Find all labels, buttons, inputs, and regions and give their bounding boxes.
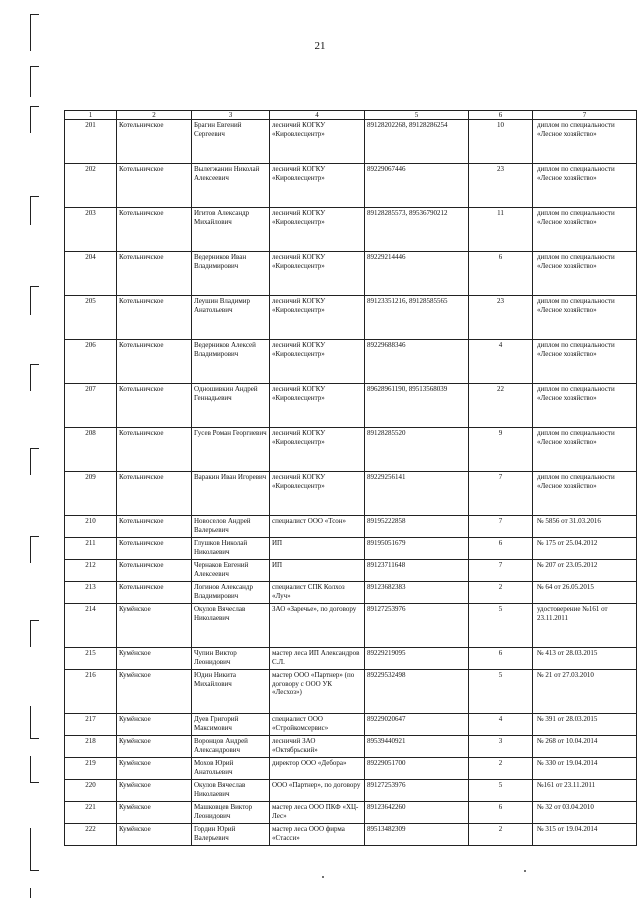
name-cell: Глушков Николай Николаевич <box>192 538 270 560</box>
phone-cell: 89195222858 <box>365 516 469 538</box>
position-cell: директор ООО «Дебора» <box>270 758 365 780</box>
phone-cell: 89229688346 <box>365 340 469 384</box>
name-cell: Воронцов Андрей Александрович <box>192 736 270 758</box>
row-number: 203 <box>65 208 117 252</box>
position-cell: лесничий КОГКУ «Кировлесцентр» <box>270 120 365 164</box>
experience-cell: 3 <box>469 736 533 758</box>
table-row <box>65 428 637 472</box>
position-cell: лесничий КОГКУ «Кировлесцентр» <box>270 252 365 296</box>
district-cell: Котельничское <box>117 340 192 384</box>
experience-cell: 9 <box>469 428 533 472</box>
qualification-cell: удостоверение №161 от 23.11.2011 <box>533 604 637 648</box>
district-cell: Кумёнское <box>117 648 192 670</box>
district-cell: Кумёнское <box>117 780 192 802</box>
qualification-cell: № 391 от 28.03.2015 <box>533 714 637 736</box>
phone-cell: 89128285573, 89536790212 <box>365 208 469 252</box>
qualification-cell: № 21 от 27.03.2010 <box>533 670 637 714</box>
district-cell: Котельничское <box>117 164 192 208</box>
qualification-cell: диплом по специальности «Лесное хозяйство» <box>533 384 637 428</box>
qualification-cell: № 413 от 28.03.2015 <box>533 648 637 670</box>
phone-cell: 89539440921 <box>365 736 469 758</box>
name-cell: Новоселов Андрей Валерьевич <box>192 516 270 538</box>
name-cell: Логинов Александр Владимирович <box>192 582 270 604</box>
table-row <box>65 516 637 538</box>
row-number: 213 <box>65 582 117 604</box>
binder-mark <box>30 888 39 898</box>
qualification-cell: № 175 от 25.04.2012 <box>533 538 637 560</box>
district-cell: Кумёнское <box>117 758 192 780</box>
experience-cell: 6 <box>469 648 533 670</box>
table-row <box>65 120 637 164</box>
binder-mark <box>30 620 39 647</box>
table-row <box>65 824 637 846</box>
name-cell: Гордин Юрий Валерьевич <box>192 824 270 846</box>
row-number: 204 <box>65 252 117 296</box>
table-row <box>65 472 637 516</box>
experience-cell: 5 <box>469 670 533 714</box>
row-number: 207 <box>65 384 117 428</box>
table-row <box>65 604 637 648</box>
experience-cell: 4 <box>469 714 533 736</box>
binder-mark <box>30 364 39 391</box>
phone-cell: 89123351216, 89128585565 <box>365 296 469 340</box>
qualification-cell: диплом по специальности «Лесное хозяйство» <box>533 120 637 164</box>
district-cell: Котельничское <box>117 296 192 340</box>
table-row <box>65 714 637 736</box>
phone-cell: 89628961190, 89513568039 <box>365 384 469 428</box>
qualification-cell: № 268 от 10.04.2014 <box>533 736 637 758</box>
col-header: 3 <box>192 111 270 120</box>
experience-cell: 11 <box>469 208 533 252</box>
experience-cell: 5 <box>469 780 533 802</box>
district-cell: Кумёнское <box>117 802 192 824</box>
phone-cell: 89229256141 <box>365 472 469 516</box>
experience-cell: 7 <box>469 560 533 582</box>
qualification-cell: диплом по специальности «Лесное хозяйство» <box>533 164 637 208</box>
experience-cell: 2 <box>469 582 533 604</box>
staff-table <box>64 110 637 846</box>
qualification-cell: диплом по специальности «Лесное хозяйство» <box>533 296 637 340</box>
position-cell: мастер леса ООО ПКФ «ХЦ-Лес» <box>270 802 365 824</box>
row-number: 211 <box>65 538 117 560</box>
district-cell: Кумёнское <box>117 824 192 846</box>
row-number: 218 <box>65 736 117 758</box>
district-cell: Котельничское <box>117 428 192 472</box>
position-cell: мастер леса ИП Александров С.Л. <box>270 648 365 670</box>
qualification-cell: диплом по специальности «Лесное хозяйство» <box>533 252 637 296</box>
table-row <box>65 208 637 252</box>
phone-cell: 89229051700 <box>365 758 469 780</box>
phone-cell: 89123682383 <box>365 582 469 604</box>
name-cell: Брагин Евгений Сергеевич <box>192 120 270 164</box>
experience-cell: 5 <box>469 604 533 648</box>
phone-cell: 89229020647 <box>365 714 469 736</box>
scan-speck <box>524 870 526 872</box>
table-row <box>65 384 637 428</box>
binder-mark <box>30 196 39 225</box>
position-cell: ИП <box>270 560 365 582</box>
position-cell: ЗАО «Заречье», по договору <box>270 604 365 648</box>
table-row <box>65 340 637 384</box>
district-cell: Кумёнское <box>117 604 192 648</box>
col-header: 7 <box>533 111 637 120</box>
position-cell: ООО «Партнер», по договору <box>270 780 365 802</box>
phone-cell: 89513482309 <box>365 824 469 846</box>
qualification-cell: диплом по специальности «Лесное хозяйство» <box>533 472 637 516</box>
binder-mark <box>30 66 39 97</box>
binder-mark <box>30 286 39 315</box>
position-cell: ИП <box>270 538 365 560</box>
phone-cell: 89195051679 <box>365 538 469 560</box>
name-cell: Чупин Виктор Леонидович <box>192 648 270 670</box>
binder-mark <box>30 828 39 871</box>
row-number: 222 <box>65 824 117 846</box>
experience-cell: 10 <box>469 120 533 164</box>
position-cell: лесничий КОГКУ «Кировлесцентр» <box>270 428 365 472</box>
district-cell: Кумёнское <box>117 736 192 758</box>
district-cell: Кумёнское <box>117 670 192 714</box>
experience-cell: 6 <box>469 538 533 560</box>
phone-cell: 89229219095 <box>365 648 469 670</box>
row-number: 219 <box>65 758 117 780</box>
name-cell: Мохов Юрий Анатольевич <box>192 758 270 780</box>
table-row <box>65 560 637 582</box>
row-number: 216 <box>65 670 117 714</box>
table-row <box>65 758 637 780</box>
name-cell: Дуев Григорий Максимович <box>192 714 270 736</box>
table-row <box>65 164 637 208</box>
name-cell: Чернаков Евгений Алексеевич <box>192 560 270 582</box>
col-header: 5 <box>365 111 469 120</box>
table-row <box>65 296 637 340</box>
qualification-cell: № 315 от 19.04.2014 <box>533 824 637 846</box>
row-number: 212 <box>65 560 117 582</box>
table-row <box>65 802 637 824</box>
position-cell: лесничий КОГКУ «Кировлесцентр» <box>270 472 365 516</box>
row-number: 210 <box>65 516 117 538</box>
district-cell: Котельничское <box>117 208 192 252</box>
scan-speck <box>322 876 324 878</box>
qualification-cell: № 32 от 03.04.2010 <box>533 802 637 824</box>
row-number: 215 <box>65 648 117 670</box>
table-row <box>65 736 637 758</box>
name-cell: Гусев Роман Георгиевич <box>192 428 270 472</box>
row-number: 208 <box>65 428 117 472</box>
name-cell: Ведерников Иван Владимирович <box>192 252 270 296</box>
name-cell: Одношивкин Андрей Геннадьевич <box>192 384 270 428</box>
row-number: 214 <box>65 604 117 648</box>
row-number: 201 <box>65 120 117 164</box>
qualification-cell: диплом по специальности «Лесное хозяйство» <box>533 340 637 384</box>
district-cell: Котельничское <box>117 538 192 560</box>
experience-cell: 7 <box>469 516 533 538</box>
position-cell: специалист ООО «Стройкомсервис» <box>270 714 365 736</box>
name-cell: Леушин Владимир Анатольевич <box>192 296 270 340</box>
row-number: 205 <box>65 296 117 340</box>
row-number: 202 <box>65 164 117 208</box>
table-row <box>65 252 637 296</box>
position-cell: лесничий КОГКУ «Кировлесцентр» <box>270 208 365 252</box>
position-cell: мастер леса ООО фирма «Стасси» <box>270 824 365 846</box>
experience-cell: 4 <box>469 340 533 384</box>
row-number: 221 <box>65 802 117 824</box>
experience-cell: 23 <box>469 164 533 208</box>
phone-cell: 89127253976 <box>365 604 469 648</box>
district-cell: Котельничское <box>117 384 192 428</box>
phone-cell: 89123642260 <box>365 802 469 824</box>
binder-mark <box>30 536 39 563</box>
name-cell: Варакин Иван Игоревич <box>192 472 270 516</box>
experience-cell: 2 <box>469 824 533 846</box>
position-cell: лесничий ЗАО «Октябрьский» <box>270 736 365 758</box>
qualification-cell: диплом по специальности «Лесное хозяйство» <box>533 208 637 252</box>
table-row <box>65 538 637 560</box>
name-cell: Окулов Вячеслав Николаевич <box>192 604 270 648</box>
qualification-cell: № 330 от 19.04.2014 <box>533 758 637 780</box>
name-cell: Юдин Никита Михайлович <box>192 670 270 714</box>
experience-cell: 2 <box>469 758 533 780</box>
phone-cell: 89128202268, 89128286254 <box>365 120 469 164</box>
experience-cell: 23 <box>469 296 533 340</box>
district-cell: Котельничское <box>117 252 192 296</box>
qualification-cell: №161 от 23.11.2011 <box>533 780 637 802</box>
position-cell: лесничий КОГКУ «Кировлесцентр» <box>270 296 365 340</box>
binder-mark <box>30 106 39 133</box>
phone-cell: 89229532498 <box>365 670 469 714</box>
position-cell: лесничий КОГКУ «Кировлесцентр» <box>270 164 365 208</box>
phone-cell: 89229214446 <box>365 252 469 296</box>
district-cell: Котельничское <box>117 560 192 582</box>
district-cell: Котельничское <box>117 472 192 516</box>
qualification-cell: диплом по специальности «Лесное хозяйство» <box>533 428 637 472</box>
binder-mark <box>30 756 39 783</box>
position-cell: лесничий КОГКУ «Кировлесцентр» <box>270 384 365 428</box>
col-header: 1 <box>65 111 117 120</box>
table-row <box>65 648 637 670</box>
phone-cell: 89128285520 <box>365 428 469 472</box>
position-cell: специалист ООО «Тсон» <box>270 516 365 538</box>
binder-mark <box>30 448 39 475</box>
experience-cell: 22 <box>469 384 533 428</box>
position-cell: мастер ООО «Партнер» (по договору с ООО УК «Лесхоз») <box>270 670 365 714</box>
position-cell: лесничий КОГКУ «Кировлесцентр» <box>270 340 365 384</box>
qualification-cell: № 64 от 26.05.2015 <box>533 582 637 604</box>
name-cell: Машковцев Виктор Леонидович <box>192 802 270 824</box>
name-cell: Игитов Александр Михайлович <box>192 208 270 252</box>
district-cell: Кумёнское <box>117 714 192 736</box>
table-row <box>65 582 637 604</box>
qualification-cell: № 5856 от 31.03.2016 <box>533 516 637 538</box>
position-cell: специалист СПК Колхоз «Луч» <box>270 582 365 604</box>
table-row <box>65 780 637 802</box>
name-cell: Ведерников Алексей Владимирович <box>192 340 270 384</box>
name-cell: Вылегжанин Николай Алексеевич <box>192 164 270 208</box>
column-number-row <box>65 111 637 120</box>
district-cell: Котельничское <box>117 120 192 164</box>
row-number: 217 <box>65 714 117 736</box>
binder-mark <box>30 706 39 739</box>
binder-mark <box>30 14 39 51</box>
row-number: 209 <box>65 472 117 516</box>
row-number: 206 <box>65 340 117 384</box>
table-row <box>65 670 637 714</box>
phone-cell: 89127253976 <box>365 780 469 802</box>
experience-cell: 7 <box>469 472 533 516</box>
name-cell: Окулов Вячеслав Николаевич <box>192 780 270 802</box>
col-header: 4 <box>270 111 365 120</box>
district-cell: Котельничское <box>117 516 192 538</box>
col-header: 6 <box>469 111 533 120</box>
phone-cell: 89229067446 <box>365 164 469 208</box>
page-number: 21 <box>314 40 326 52</box>
experience-cell: 6 <box>469 252 533 296</box>
experience-cell: 6 <box>469 802 533 824</box>
row-number: 220 <box>65 780 117 802</box>
qualification-cell: № 207 от 23.05.2012 <box>533 560 637 582</box>
district-cell: Котельничское <box>117 582 192 604</box>
phone-cell: 89123711648 <box>365 560 469 582</box>
col-header: 2 <box>117 111 192 120</box>
